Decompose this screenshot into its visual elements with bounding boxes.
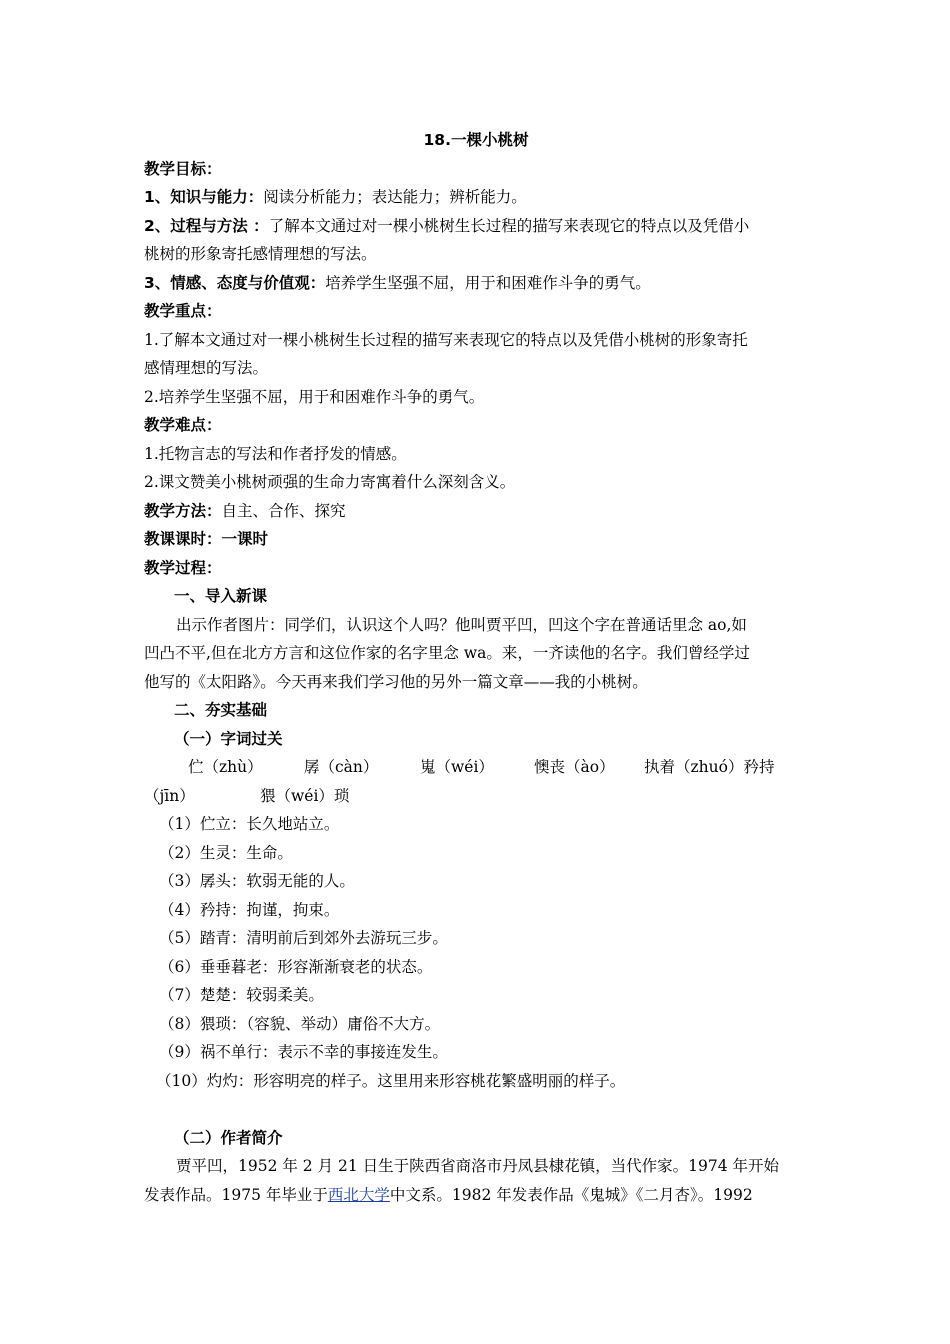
teaching-method-label: 教学方法：: [144, 501, 222, 520]
definition-item: （9）祸不单行：表示不幸的事接连发生。: [159, 1043, 448, 1061]
section-1-para-line-2: 凹凸不平,但在北方方言和这位作家的名字里念 wa。来，一齐读他的名字。我们曾经学过: [144, 644, 750, 662]
goal-item-3-text: 培养学生坚强不屈，用于和困难作斗争的勇气。: [325, 273, 651, 292]
pinyin-word: 猥（wéi）琐: [260, 786, 350, 805]
pinyin-word: 伫（zhù）: [188, 758, 263, 776]
subsection-1-heading: （一）字词过关: [174, 729, 283, 748]
section-1-para-line-3: 他写的《太阳路》。今天再来我们学习他的另外一篇文章——我的小桃树。: [144, 672, 648, 691]
goal-item-1-label: 1、知识与能力：: [144, 188, 264, 206]
author-intro-text: 发表作品。1975 年毕业于: [144, 1185, 328, 1204]
goal-item-2-cont: 桃树的形象寄托感情理想的写法。: [144, 245, 377, 263]
difficulty-1: 1.托物言志的写法和作者抒发的情感。: [144, 444, 407, 463]
section-1-heading: 一、导入新课: [174, 587, 268, 605]
northwest-university-link[interactable]: 西北大学: [327, 1185, 390, 1204]
key-point-2: 2.培养学生坚强不屈，用于和困难作斗争的勇气。: [144, 387, 485, 406]
class-duration-label: 教课课时：: [144, 530, 222, 548]
process-heading: 教学过程：: [144, 558, 222, 577]
key-point-1: 1.了解本文通过对一棵小桃树生长过程的描写来表现它的特点以及凭借小桃树的形象寄托: [144, 330, 748, 349]
pinyin-word: 懊丧（ào）: [534, 758, 615, 776]
definition-item: （3）孱头：软弱无能的人。: [159, 872, 355, 890]
author-intro-line-2: [144, 1181, 808, 1210]
goals-heading: 教学目标：: [144, 159, 222, 178]
teaching-method-text: 自主、合作、探究: [221, 501, 346, 520]
difficulty-2: 2.课文赞美小桃树顽强的生命力寄寓着什么深刻含义。: [144, 473, 516, 491]
goal-item-2-text: 了解本文通过对一棵小桃树生长过程的描写来表现它的特点以及凭借小: [268, 216, 750, 235]
goal-item-3-label: 3、情感、态度与价值观：: [144, 273, 326, 292]
definition-item: （5）踏青：清明前后到郊外去游玩三步。: [159, 929, 448, 947]
definition-item: （10）灼灼：形容明亮的样子。这里用来形容桃花繁盛明丽的样子。: [156, 1071, 626, 1090]
key-points-heading: 教学重点：: [144, 302, 222, 320]
pinyin-word: 嵬（wéi）: [420, 758, 494, 776]
goal-item-1: [144, 183, 808, 212]
section-1-para-line-1: 出示作者图片：同学们，认识这个人吗？他叫贾平凹，凹这个字在普通话里念 ao,如: [176, 615, 747, 634]
goal-item-2-label: 2、过程与方法 ：: [144, 216, 269, 235]
blank-line: [144, 1095, 808, 1124]
author-intro-text: 中文系。1982 年发表作品《鬼城》《二月杏》。1992: [389, 1185, 753, 1204]
page-title: 18.一棵小桃树: [423, 131, 529, 149]
definition-item: （1）伫立：长久地站立。: [159, 815, 340, 833]
pinyin-word: 执着（zhuó）矜持: [644, 758, 775, 776]
class-duration-text: 一课时: [221, 530, 269, 548]
document-page: [144, 126, 808, 1209]
definition-item: （4）矜持：拘谨，拘束。: [159, 900, 340, 919]
difficulties-heading: 教学难点：: [144, 416, 222, 434]
goal-item-3: [144, 269, 808, 298]
class-duration: [144, 525, 808, 554]
definition-item: （2）生灵：生命。: [159, 843, 293, 862]
pinyin-line-2: [144, 782, 808, 811]
teaching-method: [144, 497, 808, 526]
definition-item: （8）猥琐：（容貌、举动）庸俗不大方。: [159, 1014, 441, 1033]
author-intro-line-1: 贾平凹，1952 年 2 月 21 日生于陕西省商洛市丹凤县棣花镇，当代作家。1974 年开始: [176, 1157, 780, 1175]
definition-item: （6）垂垂暮老：形容渐渐衰老的状态。: [159, 957, 433, 976]
goal-item-1-text: 阅读分析能力；表达能力；辨析能力。: [263, 188, 527, 206]
pinyin-word: 孱（càn）: [304, 758, 379, 776]
pinyin-line-1: [144, 753, 808, 782]
section-2-heading: 二、夯实基础: [174, 701, 268, 719]
subsection-2-heading: （二）作者简介: [174, 1128, 283, 1147]
goal-item-2: [144, 212, 808, 241]
key-point-1-cont: 感情理想的写法。: [144, 359, 269, 377]
definition-item: （7）楚楚：较弱柔美。: [159, 986, 324, 1004]
pinyin-word: （jīn）: [144, 786, 195, 805]
